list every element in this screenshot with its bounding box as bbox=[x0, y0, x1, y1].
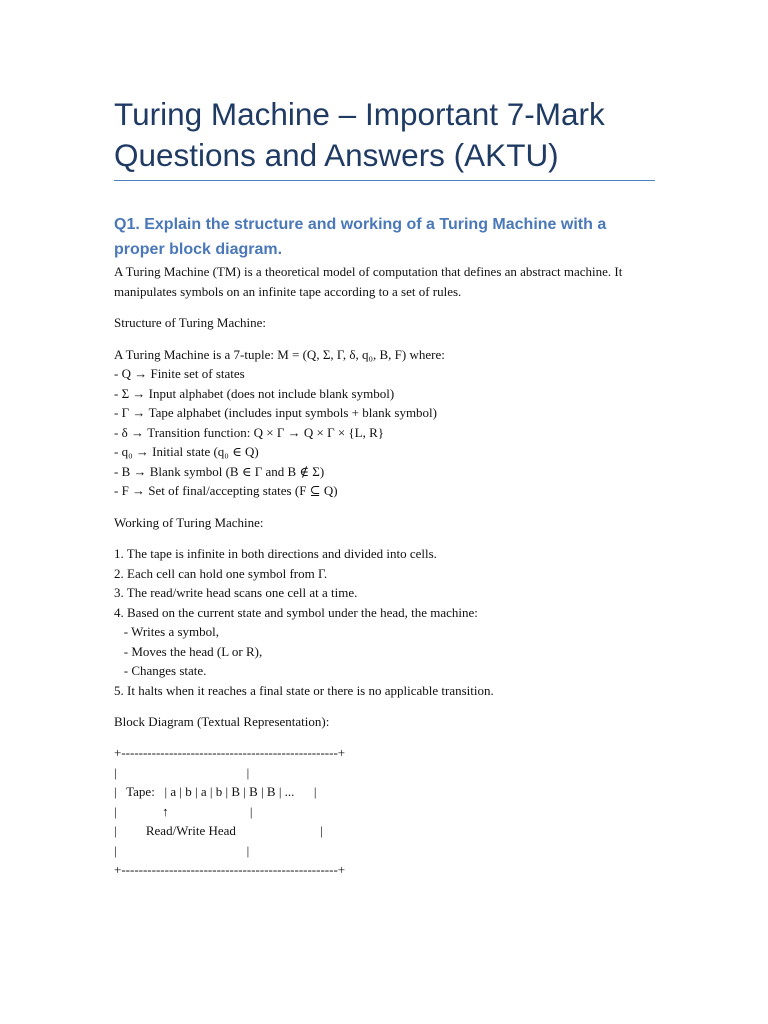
list-item: 5. It halts when it reaches a final state or there is no applicable transition. bbox=[114, 682, 494, 698]
list-item: - q₀ → Initial state (q₀ ∈ Q) bbox=[114, 444, 259, 459]
list-item: 4. Based on the current state and symbol under the head, the machine: bbox=[114, 604, 478, 620]
document-title: Turing Machine – Important 7-Mark Questions and Answers (AKTU) bbox=[114, 96, 605, 173]
answer-body bbox=[114, 262, 654, 732]
diagram-line: | ↑ | bbox=[114, 803, 253, 819]
block-diagram bbox=[114, 743, 345, 880]
diagram-line: +--------------------------------------------------+ bbox=[114, 745, 346, 760]
list-item: 3. The read/write head scans one cell at a time. bbox=[114, 585, 358, 600]
diagram-line: | | bbox=[114, 842, 250, 858]
list-item: - Writes a symbol, bbox=[114, 624, 220, 639]
diagram-heading: Block Diagram (Textual Representation): bbox=[114, 714, 330, 729]
list-item: - Σ → Input alphabet (does not include blank symbol) bbox=[114, 385, 395, 401]
list-item: 1. The tape is infinite in both directions and divided into cells. bbox=[114, 546, 437, 561]
list-item: - δ → Transition function: Q × Γ → Q × Γ × {L, R} bbox=[114, 424, 385, 440]
list-item: - Γ → Tape alphabet (includes input symbols + blank symbol) bbox=[114, 405, 437, 420]
diagram-line: | Tape: | a | b | a | b | B | B | B | ... | bbox=[114, 784, 317, 799]
list-item: - Changes state. bbox=[114, 663, 207, 678]
tuple-definition: A Turing Machine is a 7-tuple: M = (Q, Σ, Γ, δ, q₀, B, F) where: bbox=[114, 346, 445, 362]
list-item: - F → Set of final/accepting states (F ⊆ Q) bbox=[114, 483, 338, 498]
intro-paragraph: A Turing Machine (TM) is a theoretical model of computation that defines an abstract machine. It manipulates symbols on an infinite tape according to a set of rules. bbox=[114, 264, 623, 299]
list-item: - Q → Finite set of states bbox=[114, 366, 245, 381]
list-item: - Moves the head (L or R), bbox=[114, 643, 263, 659]
diagram-line: | Read/Write Head | bbox=[114, 823, 324, 838]
structure-heading: Structure of Turing Machine: bbox=[114, 315, 267, 330]
diagram-line: +--------------------------------------------------+ bbox=[114, 862, 346, 877]
working-heading: Working of Turing Machine: bbox=[114, 514, 264, 530]
list-item: - B → Blank symbol (B ∈ Γ and B ∉ Σ) bbox=[114, 463, 325, 479]
question-heading: Q1. Explain the structure and working of a Turing Machine with a proper block diagram. bbox=[114, 216, 607, 258]
title-underline bbox=[114, 180, 655, 181]
list-item: 2. Each cell can hold one symbol from Γ. bbox=[114, 565, 328, 581]
diagram-line: | | bbox=[114, 764, 250, 780]
